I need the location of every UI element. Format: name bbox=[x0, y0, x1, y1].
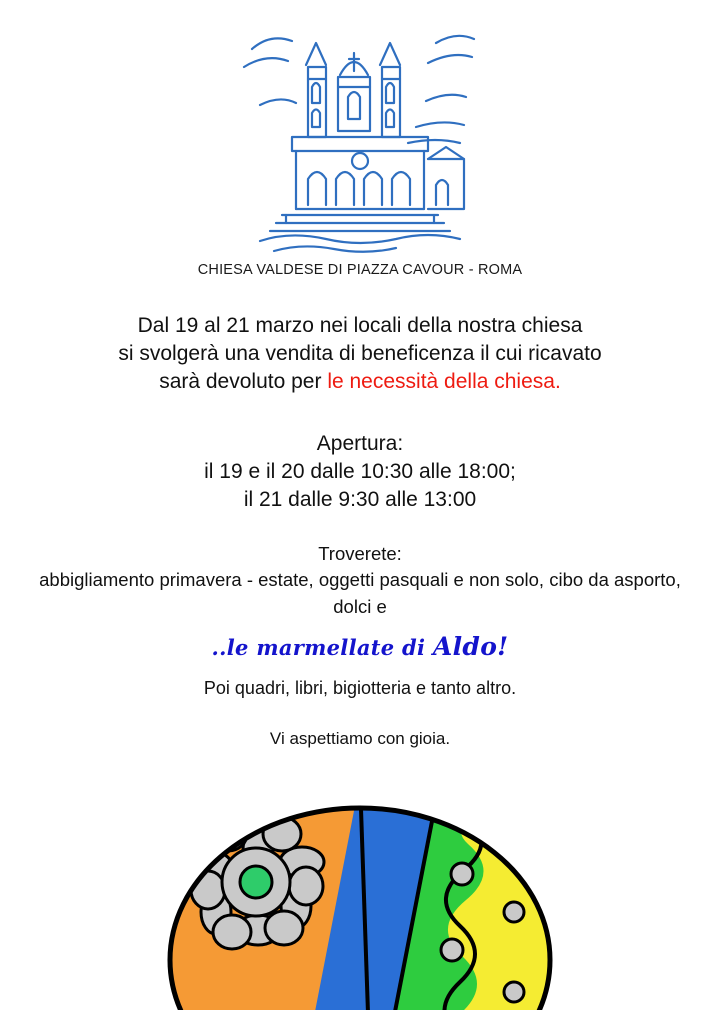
troverete-line-1: abbigliamento primavera - estate, oggetti pasquali e non solo, cibo da asporto, bbox=[39, 569, 681, 591]
goods-list bbox=[0, 541, 720, 620]
intro-line-2: si svolgerà una vendita di beneficenza il cui ricavato bbox=[118, 342, 602, 366]
marmellate-line bbox=[0, 630, 720, 664]
closing-line-1: Poi quadri, libri, bigiotteria e tanto altro. bbox=[203, 678, 517, 698]
intro-highlight: le necessità della chiesa. bbox=[327, 370, 561, 394]
easter-egg-illustration-wrap bbox=[0, 800, 720, 1010]
troverete-line-2: dolci e bbox=[333, 595, 387, 617]
church-building-illustration bbox=[230, 9, 490, 261]
marmellate-name: Aldo! bbox=[432, 632, 509, 661]
apertura-title: Apertura: bbox=[316, 432, 404, 455]
troverete-title: Troverete: bbox=[318, 543, 402, 564]
intro-line-1: Dal 19 al 21 marzo nei locali della nostra chiesa bbox=[137, 314, 583, 337]
apertura-line-1: il 19 e il 20 dalle 10:30 alle 18:00; bbox=[204, 460, 516, 484]
church-logo bbox=[0, 6, 720, 264]
decorated-easter-egg-illustration bbox=[110, 800, 630, 1010]
intro-line-3 bbox=[0, 368, 720, 396]
closing-line-2: Vi aspettiamo con gioia. bbox=[269, 729, 451, 748]
marmellate-prefix: ..le marmellate di bbox=[211, 635, 426, 660]
logo-caption: CHIESA VALDESE DI PIAZZA CAVOUR - ROMA bbox=[197, 262, 523, 278]
intro-paragraph bbox=[0, 312, 720, 396]
intro-line-3-prefix: sarà devoluto per bbox=[159, 370, 322, 394]
apertura-line-2: il 21 dalle 9:30 alle 13:00 bbox=[243, 488, 477, 512]
opening-hours bbox=[0, 430, 720, 514]
